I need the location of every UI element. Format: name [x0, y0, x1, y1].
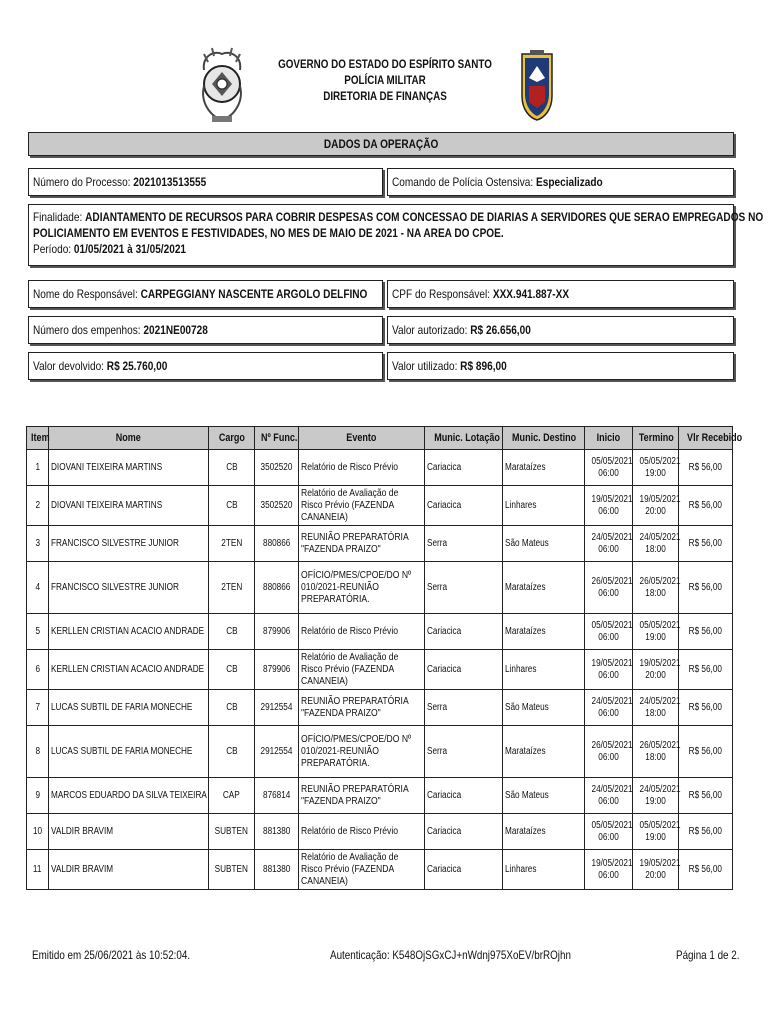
- cell-cargo: CB: [209, 486, 255, 526]
- cell-termino: 26/05/2021 18:00: [633, 562, 679, 614]
- cell-valor: R$ 56,00: [679, 778, 733, 814]
- cell-valor: R$ 56,00: [679, 814, 733, 850]
- processo-value: 2021013513555: [133, 175, 207, 189]
- cell-termino: 05/05/2021 19:00: [633, 814, 679, 850]
- table-row: [27, 614, 733, 650]
- cell-nome: DIOVANI TEIXEIRA MARTINS: [49, 450, 209, 486]
- table-row: [27, 650, 733, 690]
- footer-pagina: Página 1 de 2.: [676, 948, 740, 962]
- cell-destino: São Mateus: [503, 690, 585, 726]
- cell-evento: Relatório de Avaliação de Risco Prévio (FAZENDA CANANEIA): [299, 486, 425, 526]
- responsavel-label: Nome do Responsável:: [33, 287, 138, 301]
- cell-lotacao: Cariacica: [425, 614, 503, 650]
- cell-lotacao: Cariacica: [425, 486, 503, 526]
- cell-item: 7: [27, 690, 49, 726]
- cell-valor: R$ 56,00: [679, 650, 733, 690]
- cell-evento: Relatório de Risco Prévio: [299, 814, 425, 850]
- cell-lotacao: Cariacica: [425, 814, 503, 850]
- footer-autenticacao: Autenticação: K548OjSGxCJ+nWdnj975XoEV/brROjhn: [330, 948, 571, 962]
- table-row: [27, 486, 733, 526]
- autorizado-value: R$ 26.656,00: [470, 323, 531, 337]
- cell-valor: R$ 56,00: [679, 726, 733, 778]
- autorizado-label: Valor autorizado:: [392, 323, 468, 337]
- devolvido-label: Valor devolvido:: [33, 359, 104, 373]
- cell-evento: OFÍCIO/PMES/CPOE/DO Nº 010/2021-REUNIÃO PREPARATÓRIA.: [299, 562, 425, 614]
- comando-value: Especializado: [536, 175, 603, 189]
- cell-nome: LUCAS SUBTIL DE FARIA MONECHE: [49, 690, 209, 726]
- cell-item: 3: [27, 526, 49, 562]
- section-title: DADOS DA OPERAÇÃO: [28, 132, 734, 156]
- table-row: [27, 690, 733, 726]
- cell-cargo: SUBTEN: [209, 814, 255, 850]
- utilizado-value: R$ 896,00: [460, 359, 507, 373]
- cell-func: 879906: [255, 614, 299, 650]
- th-inicio: Inicio: [585, 427, 633, 450]
- th-destino: Munic. Destino: [503, 427, 585, 450]
- cell-termino: 05/05/2021 19:00: [633, 450, 679, 486]
- cell-evento: REUNIÃO PREPARATÓRIA "FAZENDA PRAIZO": [299, 526, 425, 562]
- cell-cargo: SUBTEN: [209, 850, 255, 890]
- finalidade-field: [28, 204, 764, 266]
- cell-valor: R$ 56,00: [679, 690, 733, 726]
- cell-func: 3502520: [255, 450, 299, 486]
- cell-item: 4: [27, 562, 49, 614]
- th-evento: Evento: [299, 427, 425, 450]
- cell-destino: São Mateus: [503, 526, 585, 562]
- cell-item: 11: [27, 850, 49, 890]
- table-header-row: [27, 427, 733, 450]
- cell-nome: MARCOS EDUARDO DA SILVA TEIXEIRA: [49, 778, 209, 814]
- cell-valor: R$ 56,00: [679, 614, 733, 650]
- document-header: [69, 56, 700, 104]
- cell-termino: 24/05/2021 18:00: [633, 690, 679, 726]
- table-row: [27, 726, 733, 778]
- th-lotacao: Munic. Lotação: [425, 427, 503, 450]
- cell-destino: São Mateus: [503, 778, 585, 814]
- periodo-label: Período:: [33, 242, 72, 256]
- cell-nome: FRANCISCO SILVESTRE JUNIOR: [49, 562, 209, 614]
- cell-termino: 05/05/2021 19:00: [633, 614, 679, 650]
- cell-inicio: 05/05/2021 06:00: [585, 814, 633, 850]
- cell-valor: R$ 56,00: [679, 562, 733, 614]
- th-nome: Nome: [49, 427, 209, 450]
- cell-destino: Linhares: [503, 850, 585, 890]
- cell-func: 881380: [255, 814, 299, 850]
- cell-cargo: CAP: [209, 778, 255, 814]
- cell-nome: LUCAS SUBTIL DE FARIA MONECHE: [49, 726, 209, 778]
- cell-inicio: 24/05/2021 06:00: [585, 690, 633, 726]
- cell-func: 881380: [255, 850, 299, 890]
- cell-evento: OFÍCIO/PMES/CPOE/DO Nº 010/2021-REUNIÃO PREPARATÓRIA.: [299, 726, 425, 778]
- cell-cargo: CB: [209, 726, 255, 778]
- cpf-label: CPF do Responsável:: [392, 287, 491, 301]
- cell-termino: 24/05/2021 18:00: [633, 526, 679, 562]
- empenhos-field: [28, 316, 383, 344]
- finalidade-label: Finalidade:: [33, 210, 83, 224]
- header-line-3: DIRETORIA DE FINANÇAS: [323, 89, 447, 103]
- responsavel-field: [28, 280, 383, 308]
- cell-nome: VALDIR BRAVIM: [49, 814, 209, 850]
- cell-inicio: 05/05/2021 06:00: [585, 450, 633, 486]
- table-row: [27, 814, 733, 850]
- cell-item: 9: [27, 778, 49, 814]
- th-termino: Termino: [633, 427, 679, 450]
- utilizado-field: [387, 352, 734, 380]
- cell-destino: Marataízes: [503, 726, 585, 778]
- cell-valor: R$ 56,00: [679, 526, 733, 562]
- cell-evento: REUNIÃO PREPARATÓRIA "FAZENDA PRAIZO": [299, 778, 425, 814]
- cell-valor: R$ 56,00: [679, 486, 733, 526]
- cell-cargo: 2TEN: [209, 526, 255, 562]
- devolvido-value: R$ 25.760,00: [106, 359, 168, 373]
- finalidade-value-line1: ADIANTAMENTO DE RECURSOS PARA COBRIR DESPESAS COM CONCESSAO DE DIARIAS A SERVIDORES QUE SERAO EMPREGADOS NO: [85, 210, 764, 224]
- cell-destino: Marataízes: [503, 450, 585, 486]
- cell-item: 10: [27, 814, 49, 850]
- cell-lotacao: Serra: [425, 562, 503, 614]
- empenhos-label: Número dos empenhos:: [33, 323, 141, 337]
- cell-evento: Relatório de Avaliação de Risco Prévio (FAZENDA CANANEIA): [299, 650, 425, 690]
- comando-field: [387, 168, 734, 196]
- cell-cargo: CB: [209, 690, 255, 726]
- cell-termino: 19/05/2021 20:00: [633, 650, 679, 690]
- cell-nome: FRANCISCO SILVESTRE JUNIOR: [49, 526, 209, 562]
- cell-nome: VALDIR BRAVIM: [49, 850, 209, 890]
- cell-lotacao: Serra: [425, 526, 503, 562]
- cell-lotacao: Cariacica: [425, 850, 503, 890]
- cell-func: 880866: [255, 526, 299, 562]
- cell-inicio: 24/05/2021 06:00: [585, 526, 633, 562]
- periodo-value: 01/05/2021 à 31/05/2021: [73, 242, 187, 256]
- cell-func: 3502520: [255, 486, 299, 526]
- th-item: Item: [27, 427, 49, 450]
- cell-lotacao: Serra: [425, 690, 503, 726]
- cell-item: 5: [27, 614, 49, 650]
- cell-lotacao: Cariacica: [425, 650, 503, 690]
- cell-inicio: 19/05/2021 06:00: [585, 486, 633, 526]
- cell-item: 2: [27, 486, 49, 526]
- cell-valor: R$ 56,00: [679, 850, 733, 890]
- cell-lotacao: Serra: [425, 726, 503, 778]
- cell-lotacao: Cariacica: [425, 450, 503, 486]
- cell-item: 1: [27, 450, 49, 486]
- cell-destino: Linhares: [503, 486, 585, 526]
- table-row: [27, 526, 733, 562]
- utilizado-label: Valor utilizado:: [392, 359, 458, 373]
- cell-func: 880866: [255, 562, 299, 614]
- processo-field: [28, 168, 383, 196]
- table-row: [27, 778, 733, 814]
- cell-cargo: CB: [209, 650, 255, 690]
- cell-func: 879906: [255, 650, 299, 690]
- cell-evento: Relatório de Risco Prévio: [299, 450, 425, 486]
- table-row: [27, 450, 733, 486]
- cell-inicio: 24/05/2021 06:00: [585, 778, 633, 814]
- cell-inicio: 19/05/2021 06:00: [585, 650, 633, 690]
- cell-termino: 26/05/2021 18:00: [633, 726, 679, 778]
- cell-inicio: 26/05/2021 06:00: [585, 562, 633, 614]
- header-line-2: POLÍCIA MILITAR: [344, 73, 426, 87]
- cell-item: 6: [27, 650, 49, 690]
- devolvido-field: [28, 352, 383, 380]
- cell-destino: Marataízes: [503, 614, 585, 650]
- cell-destino: Linhares: [503, 650, 585, 690]
- table-row: [27, 562, 733, 614]
- finalidade-value-line2: POLICIAMENTO EM EVENTOS E FESTIVIDADES, NO MES DE MAIO DE 2021 - NA AREA DO CPOE.: [33, 226, 504, 240]
- cpf-field: [387, 280, 734, 308]
- cell-cargo: CB: [209, 614, 255, 650]
- cell-evento: Relatório de Avaliação de Risco Prévio (FAZENDA CANANEIA): [299, 850, 425, 890]
- cell-nome: DIOVANI TEIXEIRA MARTINS: [49, 486, 209, 526]
- footer-emitido: Emitido em 25/06/2021 às 10:52:04.: [32, 948, 191, 962]
- cell-func: 876814: [255, 778, 299, 814]
- cell-func: 2912554: [255, 726, 299, 778]
- header-line-1: GOVERNO DO ESTADO DO ESPÍRITO SANTO: [278, 57, 492, 71]
- empenhos-value: 2021NE00728: [143, 323, 208, 337]
- cell-item: 8: [27, 726, 49, 778]
- th-valor: Vlr Recebido: [679, 427, 733, 450]
- processo-label: Número do Processo:: [33, 175, 131, 189]
- cell-destino: Marataízes: [503, 814, 585, 850]
- cell-lotacao: Cariacica: [425, 778, 503, 814]
- responsavel-value: CARPEGGIANY NASCENTE ARGOLO DELFINO: [140, 287, 368, 301]
- cell-inicio: 26/05/2021 06:00: [585, 726, 633, 778]
- items-table: [26, 426, 743, 890]
- cell-inicio: 05/05/2021 06:00: [585, 614, 633, 650]
- cell-termino: 19/05/2021 20:00: [633, 850, 679, 890]
- cell-nome: KERLLEN CRISTIAN ACACIO ANDRADE: [49, 614, 209, 650]
- cell-evento: REUNIÃO PREPARATÓRIA "FAZENDA PRAIZO": [299, 690, 425, 726]
- cell-nome: KERLLEN CRISTIAN ACACIO ANDRADE: [49, 650, 209, 690]
- table-row: [27, 850, 733, 890]
- cell-inicio: 19/05/2021 06:00: [585, 850, 633, 890]
- cpf-value: XXX.941.887-XX: [492, 287, 570, 301]
- autorizado-field: [387, 316, 734, 344]
- cell-termino: 24/05/2021 19:00: [633, 778, 679, 814]
- th-func: Nº Func.: [255, 427, 299, 450]
- cell-cargo: 2TEN: [209, 562, 255, 614]
- cell-valor: R$ 56,00: [679, 450, 733, 486]
- cell-evento: Relatório de Risco Prévio: [299, 614, 425, 650]
- cell-func: 2912554: [255, 690, 299, 726]
- cell-termino: 19/05/2021 20:00: [633, 486, 679, 526]
- cell-destino: Marataízes: [503, 562, 585, 614]
- th-cargo: Cargo: [209, 427, 255, 450]
- comando-label: Comando de Polícia Ostensiva:: [392, 175, 534, 189]
- cell-cargo: CB: [209, 450, 255, 486]
